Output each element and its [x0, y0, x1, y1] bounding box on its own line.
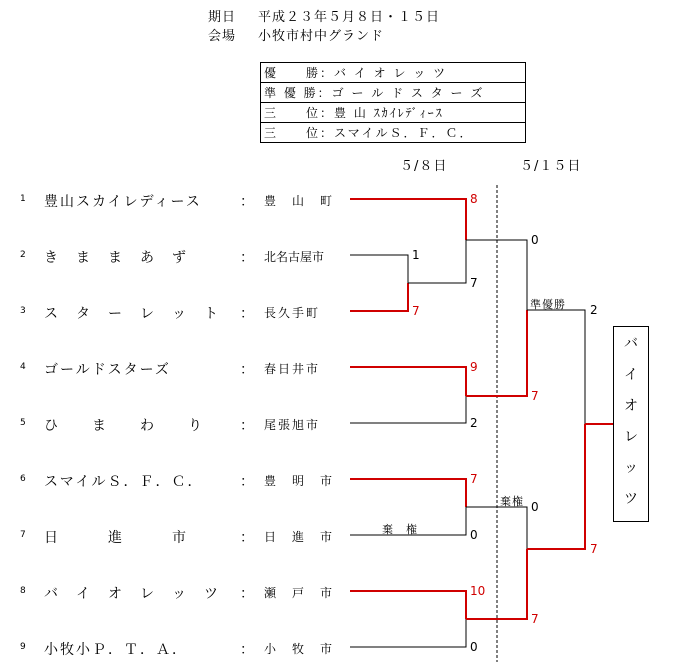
line-final-top	[527, 310, 585, 424]
champion-char: オ	[624, 398, 638, 414]
line-team1	[350, 199, 466, 240]
line-team9	[350, 619, 466, 647]
line-team6	[350, 479, 466, 507]
score: 2	[590, 303, 598, 317]
team-name: スマイルＳ．Ｆ．Ｃ．	[44, 474, 204, 490]
result-rank: 優 勝	[264, 66, 321, 80]
result-team: ゴ ー ル ド ス タ ー ズ	[331, 86, 485, 100]
venue-label: 会場	[208, 29, 237, 44]
team-colon: ：	[240, 250, 254, 266]
team-name: ス タ ー レ ッ ト	[44, 306, 220, 322]
team-number: 9	[20, 642, 26, 652]
result-row-champion: 優 勝：バ イ オ レ ッ ツ	[261, 63, 526, 83]
result-row-runner-up: 準 優 勝：ゴ ー ル ド ス タ ー ズ	[261, 83, 526, 103]
champion-char: ツ	[624, 491, 638, 507]
score: 1	[412, 248, 420, 262]
team-number: 1	[20, 194, 26, 204]
score: 7	[470, 472, 478, 486]
team-name: 小牧小Ｐ．Ｔ．Ａ．	[44, 642, 188, 658]
team-colon: ：	[240, 306, 254, 322]
team-number: 7	[20, 530, 26, 540]
score: 0	[470, 640, 478, 654]
team-colon: ：	[240, 586, 254, 602]
score: 7	[412, 304, 420, 318]
team-town: 豊 山 町	[264, 194, 335, 208]
team-town: 春日井市	[264, 362, 321, 376]
team-name: 日 進 市	[44, 530, 188, 546]
result-rank: 三 位	[264, 106, 321, 120]
team-town: 北名古屋市	[264, 250, 325, 264]
team-colon: ：	[240, 530, 254, 546]
team-colon: ：	[240, 362, 254, 378]
score: 10	[470, 584, 486, 598]
line-team8	[350, 591, 466, 619]
score: 7	[470, 276, 478, 290]
team-name: き ま ま あ ず	[44, 250, 188, 266]
score: 7	[531, 612, 539, 626]
team-number: 2	[20, 250, 26, 260]
result-team: 豊 山 ｽｶｲﾚﾃﾞｨｰｽ	[334, 106, 444, 120]
result-rank: 三 位	[264, 126, 321, 140]
team-colon: ：	[240, 642, 254, 658]
team-colon: ：	[240, 474, 254, 490]
team-town: 瀬 戸 市	[264, 586, 335, 600]
score: 7	[590, 542, 598, 556]
team-town: 尾張旭市	[264, 418, 321, 432]
team-number: 5	[20, 418, 26, 428]
line-final-bot	[527, 424, 585, 549]
score: 0	[470, 528, 478, 542]
team-town: 長久手町	[264, 306, 321, 320]
result-row-third-1: 三 位：豊 山 ｽｶｲﾚﾃﾞｨｰｽ	[261, 103, 526, 123]
venue-value: 小牧市村中グランド	[258, 29, 385, 44]
team-town: 日 進 市	[264, 530, 335, 544]
team-town: 豊 明 市	[264, 474, 335, 488]
team-town: 小 牧 市	[264, 642, 335, 656]
team-name: バ イ オ レ ッ ツ	[44, 586, 220, 602]
score: 0	[531, 233, 539, 247]
line-team4	[350, 367, 466, 396]
team-name: 豊山スカイレディース	[44, 194, 202, 210]
team-colon: ：	[240, 194, 254, 210]
line-team2	[350, 255, 408, 283]
score: 9	[470, 360, 478, 374]
team-number: 6	[20, 474, 26, 484]
forfeit-note: 棄 権	[382, 523, 418, 536]
team-number: 3	[20, 306, 26, 316]
score: 7	[531, 389, 539, 403]
score: 8	[470, 192, 478, 206]
champion-char: ッ	[624, 460, 638, 476]
result-rank: 準 優 勝	[264, 86, 318, 100]
team-colon: ：	[240, 418, 254, 434]
score: 0	[531, 500, 539, 514]
result-team: スマイルＳ．Ｆ．Ｃ．	[334, 126, 474, 140]
forfeit-note: 棄権	[500, 495, 524, 508]
result-row-third-2: 三 位：スマイルＳ．Ｆ．Ｃ．	[261, 123, 526, 143]
round-date-day1: ５/８日	[400, 159, 448, 174]
champion-char: バ	[624, 336, 638, 352]
result-team: バ イ オ レ ッ ツ	[334, 66, 448, 80]
date-value: 平成２３年５月８日・１５日	[258, 10, 441, 25]
runner-up-note: 準優勝	[530, 298, 566, 311]
champion-char: レ	[624, 429, 638, 445]
score: 2	[470, 416, 478, 430]
line-team3	[350, 283, 408, 311]
team-name: ゴールドスターズ	[44, 362, 171, 378]
date-label: 期日	[208, 10, 237, 25]
team-number: 8	[20, 586, 26, 596]
team-number: 4	[20, 362, 26, 372]
champion-box	[613, 326, 649, 522]
team-name: ひ ま わ り	[44, 418, 204, 434]
champion-char: イ	[624, 367, 638, 383]
round-date-day2: ５/１５日	[520, 159, 582, 174]
line-team5	[350, 396, 466, 423]
